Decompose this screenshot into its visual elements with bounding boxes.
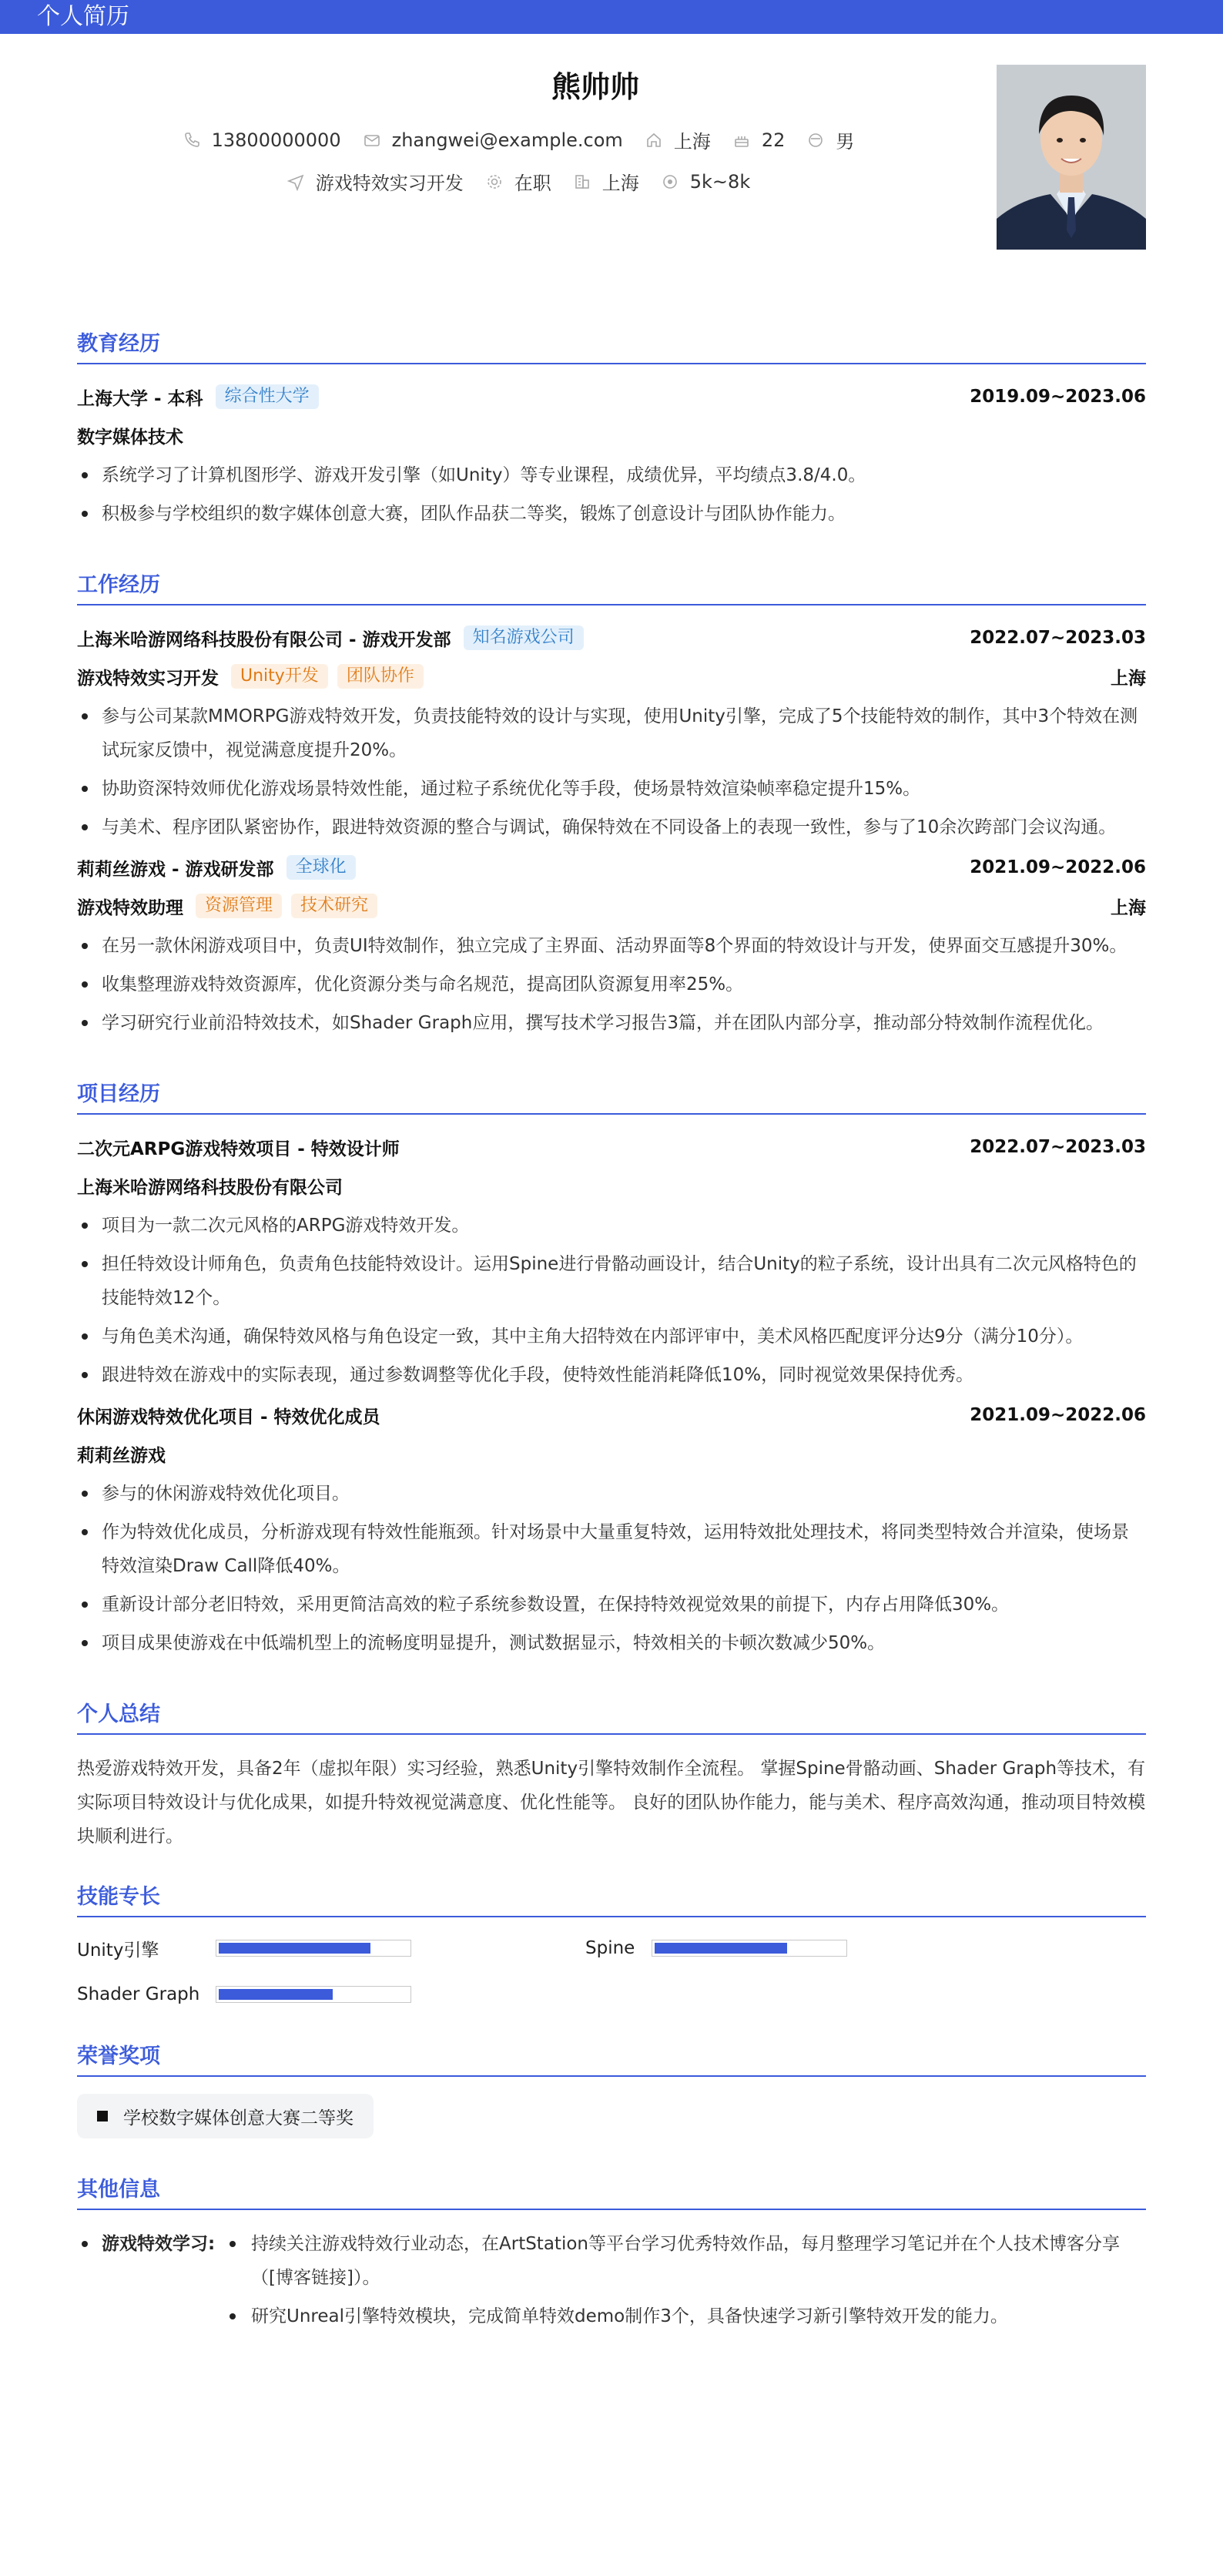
- status-item: [485, 168, 551, 195]
- age-text: 22: [761, 129, 786, 151]
- salary-text: 5k~8k: [689, 170, 751, 193]
- list-item: 学习研究行业前沿特效技术，如Shader Graph应用，撰写技术学习报告3篇，并在团队内部分享，推动部分特效制作流程优化。: [77, 1006, 1146, 1040]
- job-entry-head: [77, 622, 1146, 653]
- list-item: 项目为一款二次元风格的ARPG游戏特效开发。: [77, 1209, 1146, 1243]
- education-bullets: [77, 458, 1146, 531]
- work-section: [77, 568, 1146, 1040]
- square-bullet-icon: [97, 2111, 108, 2122]
- award-item: [77, 2094, 374, 2138]
- summary-text: 热爱游戏特效开发，具备2年（虚拟年限）实习经验，熟悉Unity引擎特效制作全流程。 掌握Spine骨骼动画、Shader Graph等技术，有实际项目特效设计与优化成果，如提升特效视觉满意度、优化性能等。 良好的团队协作能力，能与美术、程序高效沟通，推动项目特效模块顺利进行。: [77, 1759, 1146, 1846]
- list-item: 在另一款休闲游戏项目中，负责UI特效制作，独立完成了主界面、活动界面等8个界面的特效设计与开发，使界面交互感提升30%。: [77, 929, 1146, 963]
- work-title: 工作经历: [77, 568, 1146, 605]
- list-item: 持续关注游戏特效行业动态，在ArtStation等平台学习优秀特效作品，每月整理学习笔记并在个人技术博客分享（[博客链接]）。: [223, 2227, 1146, 2295]
- projects-section: [77, 1077, 1146, 1660]
- other-section: [77, 2172, 1146, 2338]
- skill-item: [77, 1981, 585, 2008]
- list-item: 跟进特效在游戏中的实际表现，通过参数调整等优化手段，使特效性能消耗降低10%，同时视觉效果保持优秀。: [77, 1358, 1146, 1392]
- personal-info: [77, 34, 1146, 263]
- award-text: 学校数字媒体创意大赛二等奖: [123, 2108, 353, 2128]
- job-role: 游戏特效助理: [77, 897, 183, 918]
- project-entry-head: [77, 1132, 1146, 1162]
- summary-section: [77, 1697, 1146, 1853]
- list-item: 项目成果使游戏在中低端机型上的流畅度明显提升，测试数据显示，特效相关的卡顿次数减少50%。: [77, 1626, 1146, 1660]
- education-date: 2019.09~2023.06: [970, 387, 1146, 407]
- project-date: 2021.09~2022.06: [970, 1405, 1146, 1425]
- home-icon: [645, 131, 663, 149]
- company-tag: 全球化: [286, 855, 356, 880]
- candidate-name: 熊帅帅: [551, 70, 639, 104]
- honors-title: 荣誉奖项: [77, 2039, 1146, 2077]
- building-icon: [573, 173, 591, 191]
- skill-level-bar: [216, 1940, 411, 1957]
- job-intent-row: [77, 168, 960, 195]
- skill-level-bar: [652, 1940, 847, 1957]
- job-date: 2021.09~2022.06: [970, 857, 1146, 877]
- coin-icon: [661, 173, 679, 191]
- education-entry-head: [77, 381, 1146, 412]
- profile-photo: [997, 65, 1146, 250]
- education-title: 教育经历: [77, 327, 1146, 364]
- job-text: 游戏特效实习开发: [315, 173, 464, 194]
- job-date: 2022.07~2023.03: [970, 628, 1146, 648]
- job-role-row: [77, 661, 1146, 692]
- list-item: 收集整理游戏特效资源库，优化资源分类与命名规范，提高团队资源复用率25%。: [77, 968, 1146, 1001]
- phone-text: 13800000000: [211, 129, 341, 151]
- job-role-row: [77, 891, 1146, 921]
- list-item: 协助资深特效师优化游戏场景特效性能，通过粒子系统优化等手段，使场景特效渲染帧率稳定提升15%。: [77, 772, 1146, 806]
- company-name: 莉莉丝游戏 - 游戏研发部: [77, 859, 274, 880]
- skill-item: [585, 1934, 1094, 1962]
- work-city-item: [573, 168, 639, 195]
- skill-tag: 团队协作: [337, 664, 424, 689]
- gender-item: [806, 126, 854, 153]
- company-name: 上海米哈游网络科技股份有限公司 - 游戏开发部: [77, 629, 451, 650]
- page-header-bar: [0, 0, 1223, 34]
- projects-title: 项目经历: [77, 1077, 1146, 1115]
- contact-row: [77, 126, 960, 153]
- project-entry-head: [77, 1400, 1146, 1431]
- project-bullets: [77, 1477, 1146, 1660]
- phone-icon: [183, 131, 201, 149]
- summary-title: 个人总结: [77, 1697, 1146, 1735]
- job-city: 上海: [1111, 897, 1146, 918]
- send-icon: [286, 173, 305, 191]
- job-role: 游戏特效实习开发: [77, 668, 219, 689]
- education-section: [77, 327, 1146, 531]
- phone-item: [183, 129, 341, 151]
- skill-level-fill: [655, 1943, 787, 1954]
- list-item: 系统学习了计算机图形学、游戏开发引擎（如Unity）等专业课程，成绩优异，平均绩点3.8/4.0。: [77, 458, 1146, 492]
- email-text: zhangwei@example.com: [391, 129, 623, 151]
- job-bullets: [77, 699, 1146, 844]
- skill-tag: Unity开发: [231, 664, 328, 689]
- skills-title: 技能专长: [77, 1880, 1146, 1917]
- city-text: 上海: [673, 131, 711, 153]
- status-text: 在职: [514, 173, 551, 194]
- portrait-image: [997, 65, 1146, 250]
- skill-item: [77, 1934, 585, 1962]
- project-org: 上海米哈游网络科技股份有限公司: [77, 1177, 343, 1198]
- gear-icon: [485, 173, 504, 191]
- skill-tag: 技术研究: [291, 894, 377, 918]
- major: 数字媒体技术: [77, 427, 183, 448]
- email-item: [363, 129, 623, 151]
- school-name: 上海大学 - 本科: [77, 388, 203, 409]
- other-title: 其他信息: [77, 2172, 1146, 2210]
- work-city-text: 上海: [601, 173, 639, 194]
- other-label: 游戏特效学习:: [77, 2227, 223, 2338]
- list-item: 积极参与学校组织的数字媒体创意大赛，团队作品获二等奖，锻炼了创意设计与团队协作能力。: [77, 497, 1146, 531]
- list-item: 参与公司某款MMORPG游戏特效开发，负责技能特效的设计与实现，使用Unity引擎，完成了5个技能特效的制作，其中3个特效在测试玩家反馈中，视觉满意度提升20%。: [77, 699, 1146, 767]
- skill-level-fill: [219, 1989, 333, 2000]
- list-item: 与角色美术沟通，确保特效风格与角色设定一致，其中主角大招特效在内部评审中，美术风格匹配度评分达9分（满分10分）。: [77, 1320, 1146, 1353]
- list-item: 研究Unreal引擎特效模块，完成简单特效demo制作3个，具备快速学习新引擎特效开发的能力。: [223, 2299, 1146, 2333]
- resume-page: [0, 34, 1223, 2338]
- skill-level-bar: [216, 1986, 411, 2003]
- other-info: [77, 2227, 1146, 2338]
- list-item: 重新设计部分老旧特效，采用更简洁高效的粒子系统参数设置，在保持特效视觉效果的前提下，内存占用降低30%。: [77, 1588, 1146, 1622]
- company-tag: 知名游戏公司: [464, 626, 584, 650]
- skills-grid: [77, 1934, 1146, 2008]
- skill-level-fill: [219, 1943, 370, 1954]
- project-bullets: [77, 1209, 1146, 1392]
- resume-title: 个人简历: [37, 3, 129, 30]
- list-item: 担任特效设计师角色，负责角色技能特效设计。运用Spine进行骨骼动画设计，结合Unity的粒子系统，设计出具有二次元风格特色的技能特效12个。: [77, 1247, 1146, 1315]
- gender-icon: [806, 131, 825, 149]
- honors-section: [77, 2039, 1146, 2138]
- skill-name: Unity引擎: [77, 1940, 159, 1961]
- list-item: 参与的休闲游戏特效优化项目。: [77, 1477, 1146, 1511]
- gender-text: 男: [836, 131, 855, 153]
- school-tag: 综合性大学: [216, 384, 319, 409]
- email-icon: [363, 131, 381, 149]
- skill-name: Shader Graph: [77, 1984, 200, 2004]
- job-item: [286, 168, 464, 195]
- list-item: 作为特效优化成员，分析游戏现有特效性能瓶颈。针对场景中大量重复特效，运用特效批处理技术，将同类型特效合并渲染，使场景特效渲染Draw Call降低40%。: [77, 1515, 1146, 1583]
- job-bullets: [77, 929, 1146, 1040]
- job-city: 上海: [1111, 668, 1146, 689]
- project-date: 2022.07~2023.03: [970, 1137, 1146, 1157]
- skill-name: Spine: [585, 1938, 635, 1958]
- city-item: [645, 126, 711, 153]
- other-bullets: [223, 2227, 1146, 2338]
- project-org: 莉莉丝游戏: [77, 1445, 166, 1466]
- list-item: 与美术、程序团队紧密协作，跟进特效资源的整合与调试，确保特效在不同设备上的表现一致性，参与了10余次跨部门会议沟通。: [77, 810, 1146, 844]
- skills-section: [77, 1880, 1146, 2008]
- age-item: [732, 129, 786, 151]
- job-entry-head: [77, 852, 1146, 883]
- project-name: 二次元ARPG游戏特效项目 - 特效设计师: [77, 1139, 400, 1159]
- salary-item: [661, 171, 750, 193]
- skill-tag: 资源管理: [196, 894, 282, 918]
- project-name: 休闲游戏特效优化项目 - 特效优化成员: [77, 1407, 380, 1427]
- cake-icon: [732, 131, 751, 149]
